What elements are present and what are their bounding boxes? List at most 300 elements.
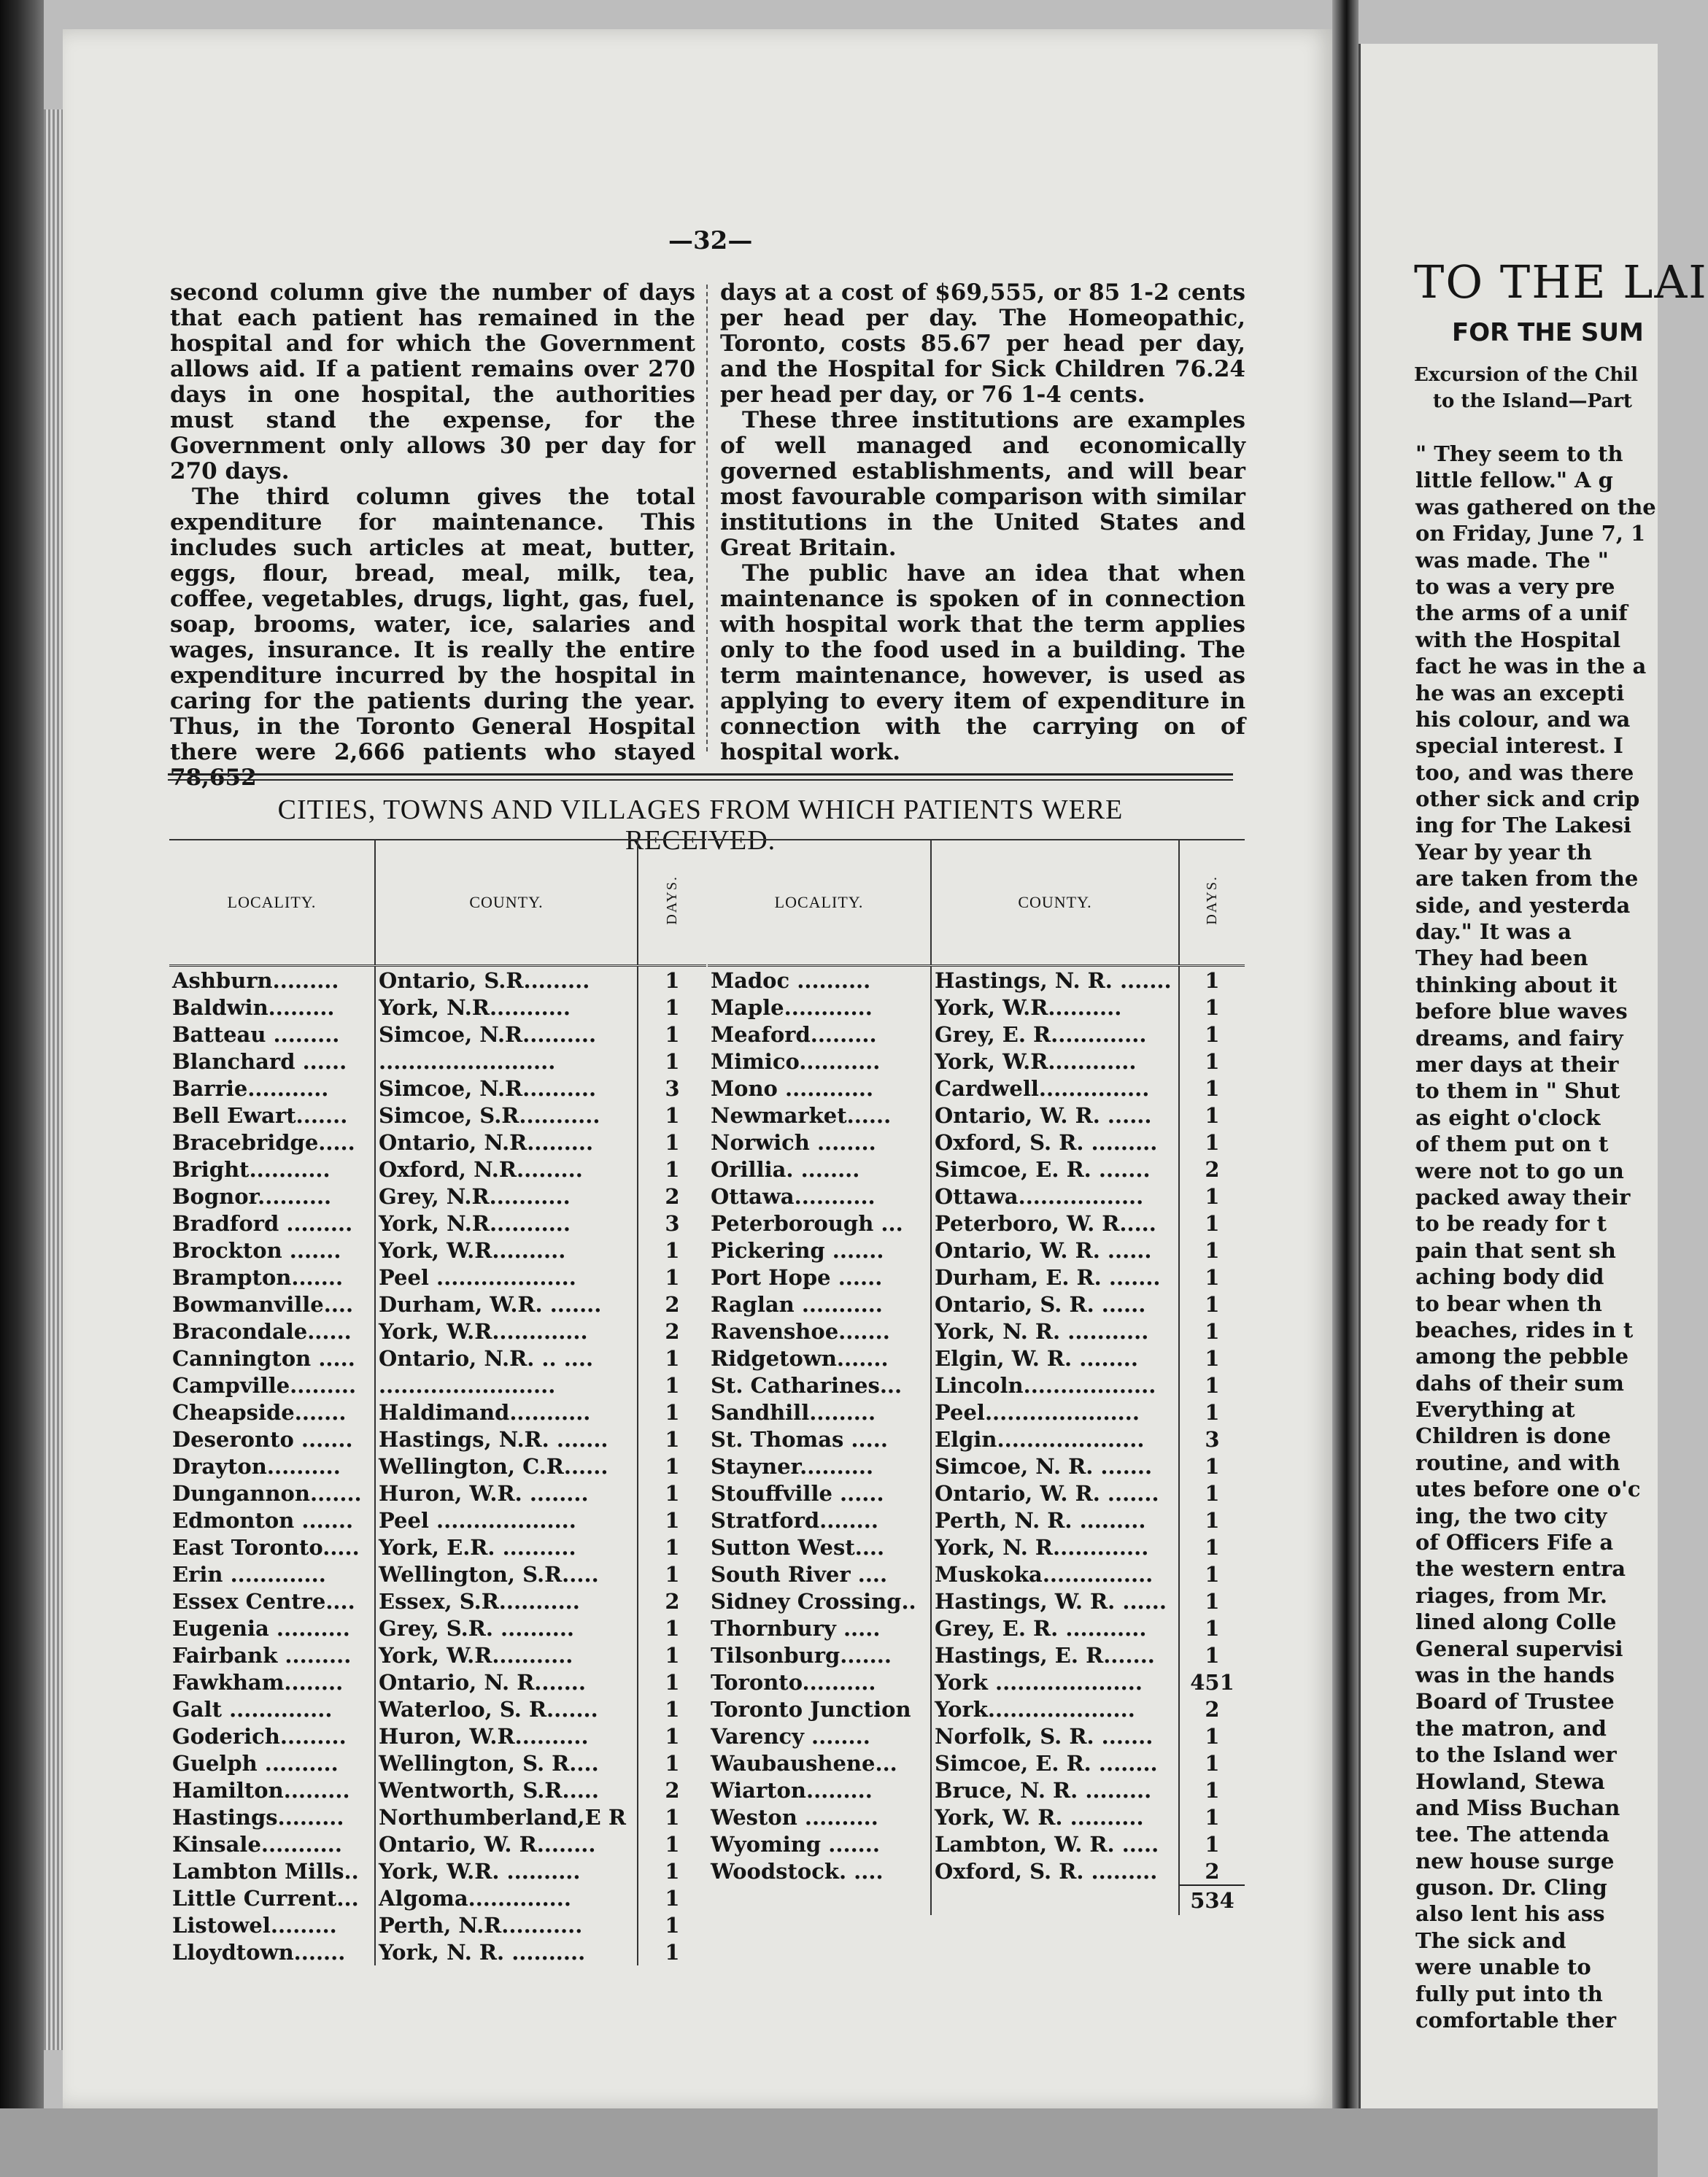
table-row	[708, 1129, 1245, 1156]
days-cell: 1	[1205, 1831, 1220, 1857]
table-row	[169, 1803, 706, 1830]
text-line: ing, the two city	[1415, 1503, 1607, 1528]
county-cell: Simcoe, S.R...........	[375, 1102, 638, 1129]
days-header	[638, 840, 706, 966]
table-row	[708, 1318, 1245, 1345]
days-cell: 1	[1205, 1210, 1220, 1236]
table-row	[169, 1642, 706, 1668]
county-cell: Ontario, N.R. .. ....	[375, 1345, 638, 1372]
table-row	[708, 1021, 1245, 1048]
table-row	[169, 1830, 706, 1857]
days-cell: 1	[1205, 1561, 1220, 1587]
scan-bottom-margin	[0, 2108, 1658, 2177]
county-cell: Essex, S.R...........	[375, 1588, 638, 1615]
locality-cell: Galt ..............	[169, 1695, 375, 1722]
text-line: were unable to	[1415, 1954, 1591, 1980]
days-cell: 1	[1205, 1507, 1220, 1533]
text-line: was made. The "	[1415, 547, 1609, 573]
days-cell: 1	[665, 1831, 680, 1857]
county-cell: York, N.R...........	[375, 1210, 638, 1237]
table-row	[708, 1507, 1245, 1534]
days-cell: 1	[1205, 1534, 1220, 1560]
table-row	[169, 1021, 706, 1048]
days-cell: 1	[665, 1615, 680, 1641]
locality-cell: Pickering .......	[708, 1237, 931, 1264]
county-cell: Simcoe, N. R. .......	[931, 1453, 1179, 1480]
county-cell: Ontario, S. R. ......	[931, 1291, 1179, 1318]
county-cell: York, W.R.............	[375, 1318, 638, 1345]
table-row	[169, 1048, 706, 1075]
text-line: " They seem to th	[1415, 441, 1623, 466]
days-cell: 1	[665, 1156, 680, 1182]
days-cell: 2	[1205, 1156, 1220, 1182]
text-line: also lent his ass	[1415, 1901, 1605, 1927]
table-row	[169, 1588, 706, 1615]
county-cell: Wellington, C.R......	[375, 1453, 638, 1480]
text-line: tee. The attenda	[1415, 1822, 1610, 1847]
text-line: mer days at their	[1415, 1051, 1619, 1077]
text-line: The sick and	[1415, 1927, 1566, 1953]
days-header	[1179, 840, 1245, 966]
table-row	[169, 966, 706, 994]
locality-cell: Ashburn.........	[169, 966, 375, 994]
table-row	[169, 1938, 706, 1965]
table-row	[708, 1857, 1245, 1885]
text-line: his colour, and wa	[1415, 706, 1631, 732]
facing-page-subtitle: FOR THE SUM	[1452, 318, 1644, 347]
days-cell: 1	[665, 1237, 680, 1263]
locality-cell: Maple............	[708, 994, 931, 1021]
text-line: Year by year th	[1415, 839, 1592, 865]
text-line: fact he was in the a	[1415, 654, 1647, 679]
locality-cell: Cheapside.......	[169, 1399, 375, 1426]
locality-cell: Newmarket......	[708, 1102, 931, 1129]
county-cell: Grey, E. R. ...........	[931, 1615, 1179, 1642]
locality-cell: Hastings.........	[169, 1803, 375, 1830]
locality-cell: Stratford........	[708, 1507, 931, 1534]
locality-cell: Cannington .....	[169, 1345, 375, 1372]
text-line: to bear when th	[1415, 1291, 1602, 1316]
text-line: on Friday, June 7, 1	[1415, 521, 1646, 546]
days-cell: 1	[1205, 1291, 1220, 1317]
table-row	[708, 1534, 1245, 1561]
paragraph: These three institutions are examples of well managed and economically governed establishments, and will bear most favourable comparison with similar institutions in the United States and Great Britain.	[720, 407, 1245, 561]
locality-cell: Bowmanville....	[169, 1291, 375, 1318]
county-cell: Elgin, W. R. ........	[931, 1345, 1179, 1372]
days-cell: 1	[1205, 1102, 1220, 1128]
table-row	[169, 1264, 706, 1291]
locality-cell: Fawkham........	[169, 1668, 375, 1695]
locality-cell: Kinsale...........	[169, 1830, 375, 1857]
text-line: beaches, rides in t	[1415, 1317, 1634, 1342]
county-cell: York, W.R...........	[375, 1642, 638, 1668]
locality-cell: Woodstock. ....	[708, 1857, 931, 1885]
county-cell: Oxford, S. R. .........	[931, 1857, 1179, 1885]
locality-cell: Campville.........	[169, 1372, 375, 1399]
empty-cell	[708, 1885, 931, 1915]
locality-cell: Hamilton.........	[169, 1776, 375, 1803]
table-row	[708, 1048, 1245, 1075]
table-row	[169, 1884, 706, 1911]
days-cell: 1	[665, 967, 680, 993]
table-row	[708, 1372, 1245, 1399]
text-line: as eight o'clock	[1415, 1105, 1601, 1130]
days-cell: 1	[665, 1669, 680, 1695]
county-cell: Ontario, W. R. ......	[931, 1237, 1179, 1264]
days-cell: 1	[665, 1345, 680, 1371]
county-cell: Peel.....................	[931, 1399, 1179, 1426]
text-line: before blue waves	[1415, 999, 1628, 1024]
table-row	[708, 1156, 1245, 1183]
county-cell: Peterboro, W. R.....	[931, 1210, 1179, 1237]
text-line: Everything at	[1415, 1397, 1575, 1423]
days-cell: 1	[665, 1426, 680, 1452]
county-cell: Haldimand...........	[375, 1399, 638, 1426]
table-row	[708, 1776, 1245, 1803]
days-cell: 1	[665, 1480, 680, 1506]
text-line: little fellow." A g	[1415, 468, 1613, 493]
text-line: routine, and with	[1415, 1450, 1620, 1475]
table-row	[169, 1075, 706, 1102]
table-row	[708, 1695, 1245, 1722]
county-cell: Northumberland,E R	[375, 1803, 638, 1830]
column-divider	[706, 285, 708, 751]
days-cell: 1	[1205, 1642, 1220, 1668]
county-cell: York, N. R.............	[931, 1534, 1179, 1561]
county-cell: Cardwell...............	[931, 1075, 1179, 1102]
county-cell: Hastings, N.R. .......	[375, 1426, 638, 1453]
locality-cell: Wiarton.........	[708, 1776, 931, 1803]
locality-cell: Raglan ...........	[708, 1291, 931, 1318]
county-header: COUNTY.	[375, 840, 638, 966]
table-row	[708, 1183, 1245, 1210]
text-line: to them in " Shut	[1415, 1078, 1620, 1104]
county-cell: York, W.R............	[931, 1048, 1179, 1075]
table-row	[169, 1668, 706, 1695]
paragraph: days at a cost of $69,555, or 85 1-2 cents per head per day. The Homeopathic, Toronto, costs 85.67 per head per day, and the Hospital for Sick Children 76.24 per head per day, or 76 1-4 cents.	[720, 279, 1245, 408]
facing-page-headline	[1414, 362, 1638, 414]
table-row	[708, 966, 1245, 994]
text-line: with the Hospital	[1415, 627, 1621, 652]
text-line: special interest. I	[1415, 733, 1623, 759]
locality-cell: Ridgetown.......	[708, 1345, 931, 1372]
text-line: was gathered on the	[1415, 494, 1656, 519]
days-cell: 1	[1205, 1750, 1220, 1776]
table-title-line2: RECEIVED.	[625, 825, 776, 856]
text-line: dahs of their sum	[1415, 1370, 1624, 1396]
days-cell: 1	[665, 1507, 680, 1533]
table-row	[169, 1372, 706, 1399]
county-cell: York, W.R..........	[931, 994, 1179, 1021]
locality-cell: Bradford .........	[169, 1210, 375, 1237]
days-cell: 1	[665, 1102, 680, 1128]
locality-cell: Baldwin.........	[169, 994, 375, 1021]
locality-cell: St. Catharines...	[708, 1372, 931, 1399]
county-cell: Wentworth, S.R.....	[375, 1776, 638, 1803]
headline-line: Excursion of the Chil	[1414, 364, 1638, 386]
locality-cell: Thornbury .....	[708, 1615, 931, 1642]
text-line: the matron, and	[1415, 1715, 1607, 1741]
days-cell: 1	[665, 1750, 680, 1776]
locality-cell: Port Hope ......	[708, 1264, 931, 1291]
text-line: packed away their	[1415, 1184, 1631, 1210]
locality-cell: Dungannon.......	[169, 1480, 375, 1507]
county-cell: York, N. R. ..........	[375, 1938, 638, 1965]
days-cell: 2	[665, 1777, 680, 1803]
days-cell: 1	[665, 1696, 680, 1722]
table-row	[169, 1426, 706, 1453]
county-cell: Huron, W.R. ........	[375, 1480, 638, 1507]
paragraph: The third column gives the total expenditure for maintenance. This includes such articles at meat, butter, eggs, flour, bread, meal, milk, tea, coffee, vegetables, drugs, light, gas, fuel, soap, brooms, water, ice, salaries and wages, insurance. It is really the entire expenditure incurred by the hospital in caring for the patients during the year. Thus, in the Toronto General Hospital there were 2,666 patients who stayed 78,652	[170, 484, 695, 791]
page-edges	[44, 109, 63, 2050]
locality-cell: Mimico...........	[708, 1048, 931, 1075]
locality-cell: Ottawa...........	[708, 1183, 931, 1210]
county-cell: Bruce, N. R. .........	[931, 1776, 1179, 1803]
text-line: utes before one o'c	[1415, 1477, 1641, 1502]
locality-cell: Orillia. ........	[708, 1156, 931, 1183]
county-cell: Oxford, S. R. .........	[931, 1129, 1179, 1156]
locality-cell: Norwich ........	[708, 1129, 931, 1156]
days-cell: 3	[665, 1210, 680, 1236]
table-row	[169, 1722, 706, 1749]
locality-cell: Lloydtown.......	[169, 1938, 375, 1965]
days-cell: 1	[665, 1534, 680, 1560]
locality-header: LOCALITY.	[169, 840, 375, 966]
locality-cell: Bright...........	[169, 1156, 375, 1183]
text-line: he was an excepti	[1415, 680, 1625, 705]
locality-cell: Deseronto .......	[169, 1426, 375, 1453]
text-line: General supervisi	[1415, 1636, 1623, 1661]
days-cell: 2	[1205, 1696, 1220, 1722]
table-row	[708, 1345, 1245, 1372]
table-row	[708, 1453, 1245, 1480]
text-line: of Officers Fife a	[1415, 1530, 1614, 1555]
table-row	[169, 1695, 706, 1722]
locality-cell: South River ....	[708, 1561, 931, 1588]
text-line: Howland, Stewa	[1415, 1768, 1605, 1794]
county-cell: Muskoka...............	[931, 1561, 1179, 1588]
locality-header: LOCALITY.	[708, 840, 931, 966]
table-row	[169, 1183, 706, 1210]
days-cell: 1	[1205, 1723, 1220, 1749]
days-cell: 1	[665, 1561, 680, 1587]
table-row	[708, 1642, 1245, 1668]
text-column-left	[170, 280, 695, 791]
days-cell: 1	[1205, 1183, 1220, 1209]
county-cell: Grey, S.R. ..........	[375, 1615, 638, 1642]
table-row	[169, 1129, 706, 1156]
days-cell: 1	[1205, 1048, 1220, 1074]
locality-cell: Toronto Junction	[708, 1695, 931, 1722]
table-row	[169, 1156, 706, 1183]
locality-cell: Mono ............	[708, 1075, 931, 1102]
county-cell: Ontario, W. R. .......	[931, 1480, 1179, 1507]
days-cell: 1	[665, 1723, 680, 1749]
county-cell: York, N.R...........	[375, 994, 638, 1021]
county-cell: Ontario, W. R........	[375, 1830, 638, 1857]
county-cell: Wellington, S. R....	[375, 1749, 638, 1776]
text-line: other sick and crip	[1415, 786, 1640, 812]
table-row	[169, 1857, 706, 1884]
locality-cell: St. Thomas .....	[708, 1426, 931, 1453]
days-total: 534	[1179, 1885, 1245, 1915]
locality-cell: Meaford.........	[708, 1021, 931, 1048]
county-cell: Grey, E. R.............	[931, 1021, 1179, 1048]
empty-cell	[931, 1885, 1179, 1915]
locality-cell: Bracebridge.....	[169, 1129, 375, 1156]
days-cell: 1	[1205, 967, 1220, 993]
locality-cell: Toronto..........	[708, 1668, 931, 1695]
text-line: They had been	[1415, 946, 1588, 971]
table-row	[708, 1561, 1245, 1588]
text-line: side, and yesterda	[1415, 892, 1631, 918]
county-cell: Simcoe, E. R. ........	[931, 1749, 1179, 1776]
days-cell: 1	[665, 1021, 680, 1047]
county-cell: Lincoln..................	[931, 1372, 1179, 1399]
table-row	[169, 1102, 706, 1129]
text-line: was in the hands	[1415, 1662, 1615, 1687]
locality-cell: Tilsonburg.......	[708, 1642, 931, 1668]
locality-cell: Waubaushene...	[708, 1749, 931, 1776]
book-gutter	[1332, 0, 1359, 2177]
locality-cell: Peterborough ...	[708, 1210, 931, 1237]
table-row	[708, 1480, 1245, 1507]
paragraph: The public have an idea that when maintenance is spoken of in connection with hospital work that the term applies only to the food used in a building. The term maintenance, however, is used as applying to every item of expenditure in connection with the carrying on of hospital work.	[720, 560, 1245, 765]
locality-cell: Sidney Crossing..	[708, 1588, 931, 1615]
table-row	[169, 1480, 706, 1507]
locality-cell: Wyoming .......	[708, 1830, 931, 1857]
locality-cell: Batteau .........	[169, 1021, 375, 1048]
county-cell: ........................	[375, 1048, 638, 1075]
text-line: lined along Colle	[1415, 1609, 1617, 1635]
table-row	[169, 1749, 706, 1776]
days-cell: 1	[1205, 1264, 1220, 1290]
table-row	[169, 1291, 706, 1318]
table-row	[708, 1264, 1245, 1291]
locality-cell: Sandhill.........	[708, 1399, 931, 1426]
locality-cell: Bracondale......	[169, 1318, 375, 1345]
table-row	[169, 994, 706, 1021]
facing-page-rule	[1359, 44, 1361, 2145]
days-cell: 1	[665, 1804, 680, 1830]
county-cell: Norfolk, S. R. .......	[931, 1722, 1179, 1749]
table-row	[169, 1318, 706, 1345]
locality-cell: Goderich.........	[169, 1722, 375, 1749]
text-line: aching body did	[1415, 1264, 1604, 1290]
table-row	[708, 1722, 1245, 1749]
county-cell: Elgin....................	[931, 1426, 1179, 1453]
table-row	[169, 1210, 706, 1237]
text-line: pain that sent sh	[1415, 1237, 1616, 1263]
text-line: riages, from Mr.	[1415, 1582, 1608, 1608]
table-row	[708, 1615, 1245, 1642]
table-row	[169, 1776, 706, 1803]
table-title: CITIES, TOWNS AND VILLAGES FROM WHICH PATIENTS WERE	[277, 794, 1124, 825]
text-column-right	[720, 280, 1245, 765]
text-line: Board of Trustee	[1415, 1689, 1615, 1714]
county-cell: Ottawa.................	[931, 1183, 1179, 1210]
county-cell: Durham, E. R. .......	[931, 1264, 1179, 1291]
table-row	[708, 1749, 1245, 1776]
county-cell: Algoma..............	[375, 1884, 638, 1911]
text-line: among the pebble	[1415, 1344, 1629, 1369]
locality-cell: Brockton .......	[169, 1237, 375, 1264]
days-cell: 1	[1205, 1318, 1220, 1344]
county-cell: Ontario, S.R.........	[375, 966, 638, 994]
locality-cell: Ravenshoe.......	[708, 1318, 931, 1345]
locality-table-right	[708, 839, 1245, 2167]
days-cell: 2	[665, 1183, 680, 1209]
locality-cell: Stayner..........	[708, 1453, 931, 1480]
days-cell: 1	[1205, 1129, 1220, 1155]
days-cell: 1	[1205, 1777, 1220, 1803]
locality-cell: Edmonton .......	[169, 1507, 375, 1534]
table-row	[708, 1291, 1245, 1318]
text-line: to be ready for t	[1415, 1211, 1607, 1237]
locality-cell: Madoc ..........	[708, 966, 931, 994]
county-cell: Peel ...................	[375, 1507, 638, 1534]
days-cell: 1	[1205, 1453, 1220, 1479]
county-header: COUNTY.	[931, 840, 1179, 966]
days-cell: 2	[1205, 1858, 1220, 1884]
days-cell: 2	[665, 1318, 680, 1344]
days-cell: 1	[1205, 1399, 1220, 1425]
text-line: new house surge	[1415, 1848, 1615, 1874]
table-row	[708, 1588, 1245, 1615]
locality-cell: Fairbank .........	[169, 1642, 375, 1668]
county-cell: Hastings, E. R.......	[931, 1642, 1179, 1668]
text-line: fully put into th	[1415, 1981, 1603, 2006]
days-cell: 1	[665, 1939, 680, 1965]
headline-line: to the Island—Part	[1433, 390, 1632, 412]
days-cell: 1	[1205, 1615, 1220, 1641]
table-row	[169, 1507, 706, 1534]
locality-cell: Varency ........	[708, 1722, 931, 1749]
days-cell: 1	[665, 1642, 680, 1668]
days-cell: 1	[665, 994, 680, 1020]
text-line: ing for The Lakesi	[1415, 813, 1631, 838]
table-row	[708, 1668, 1245, 1695]
county-cell: Wellington, S.R.....	[375, 1561, 638, 1588]
text-line: guson. Dr. Cling	[1415, 1875, 1607, 1900]
days-header-label: DAYS.	[1204, 875, 1220, 925]
county-cell: Simcoe, E. R. .......	[931, 1156, 1179, 1183]
locality-cell: Bognor..........	[169, 1183, 375, 1210]
locality-cell: Drayton..........	[169, 1453, 375, 1480]
text-line: thinking about it	[1415, 972, 1618, 997]
locality-cell: Stouffville ......	[708, 1480, 931, 1507]
days-cell: 2	[665, 1588, 680, 1614]
county-cell: Grey, N.R...........	[375, 1183, 638, 1210]
days-cell: 2	[665, 1291, 680, 1317]
county-cell: Simcoe, N.R..........	[375, 1075, 638, 1102]
text-line: to the Island wer	[1415, 1742, 1617, 1768]
county-cell: York, W.R..........	[375, 1237, 638, 1264]
county-cell: Peel ...................	[375, 1264, 638, 1291]
total-row	[708, 1885, 1245, 1915]
days-header-label: DAYS.	[664, 875, 680, 925]
county-cell: Oxford, N.R.........	[375, 1156, 638, 1183]
days-cell: 1	[1205, 1075, 1220, 1101]
book-spine	[0, 0, 44, 2177]
county-cell: Ontario, W. R. ......	[931, 1102, 1179, 1129]
locality-cell: Guelph ..........	[169, 1749, 375, 1776]
days-cell: 1	[1205, 994, 1220, 1020]
days-cell: 1	[665, 1858, 680, 1884]
county-cell: York ....................	[931, 1668, 1179, 1695]
county-cell: Lambton, W. R. .....	[931, 1830, 1179, 1857]
county-cell: ........................	[375, 1372, 638, 1399]
